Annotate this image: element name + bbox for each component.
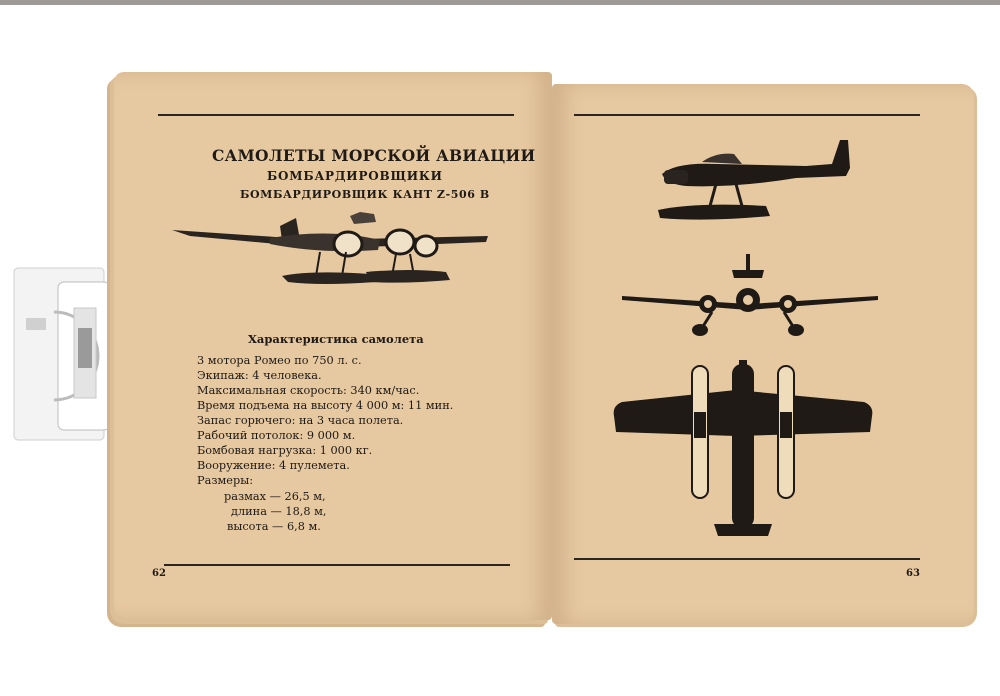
page-number: 63 [906,568,920,579]
top-rule [158,114,514,116]
spec-item: 3 мотора Ромео по 750 л. с. [197,354,362,367]
spec-item: Рабочий потолок: 9 000 м. [197,429,356,442]
binder-clip [14,268,110,440]
side-view-silhouette [656,138,856,228]
left-page [114,72,552,620]
page-title: САМОЛЕТЫ МОРСКОЙ АВИАЦИИ [212,146,536,165]
seaplane-drawing [170,210,490,300]
spec-item: Бомбовая нагрузка: 1 000 кг. [197,444,373,457]
right-page [552,84,974,624]
dimension-item: длина — 18,8 м, [231,505,327,518]
page-number: 62 [152,568,166,579]
bottom-rule [164,564,510,566]
section-subtitle: БОМБАРДИРОВЩИКИ [267,169,443,183]
spec-item: Экипаж: 4 человека. [197,369,322,382]
open-book [104,68,982,628]
dimension-item: высота — 6,8 м. [227,520,321,533]
bottom-rule [574,558,920,560]
spec-item: Время подъема на высоту 4 000 м: 11 мин. [197,399,454,412]
spec-item: Запас горючего: на 3 часа полета. [197,414,404,427]
front-view-silhouette [620,254,880,338]
dimension-item: размах — 26,5 м, [224,490,326,503]
top-view-silhouette [608,360,878,550]
spec-item: Максимальная скорость: 340 км/час. [197,384,420,397]
spec-item: Размеры: [197,474,253,487]
aircraft-name: БОМБАРДИРОВЩИК КАНТ Z-506 В [240,188,490,201]
top-rule [574,114,920,116]
section-heading: Характеристика самолета [248,332,424,346]
spec-item: Вооружение: 4 пулемета. [197,459,350,472]
scan-top-edge [0,0,1000,5]
